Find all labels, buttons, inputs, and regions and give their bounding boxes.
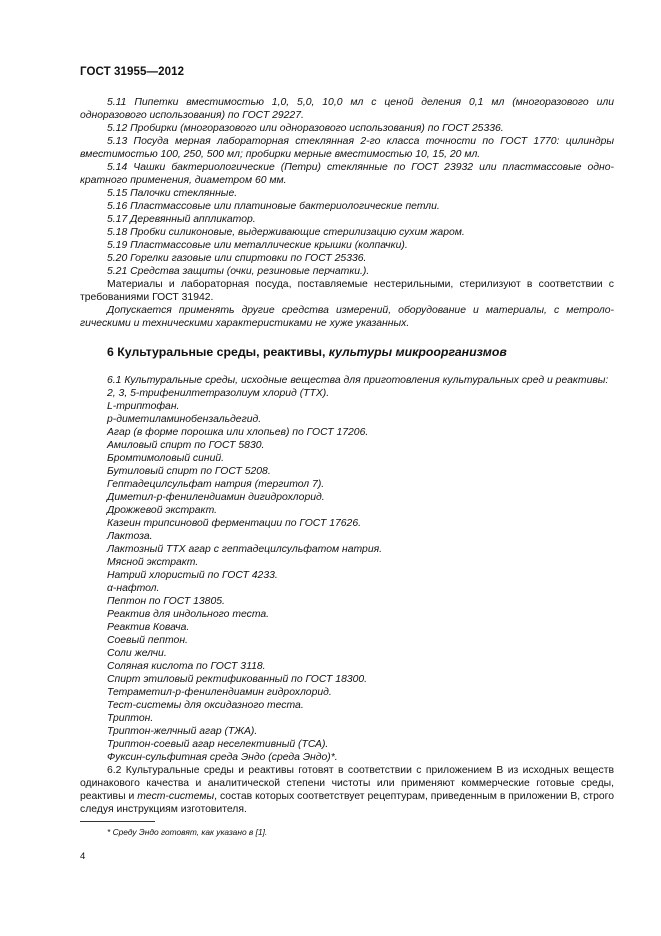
- page-number: 4: [80, 851, 86, 862]
- section-5-continuation: [80, 96, 614, 330]
- list-item: 2, 3, 5-трифенилтетразолиум хлорид (ТТХ).: [107, 388, 330, 399]
- list-item: Лактоза.: [107, 531, 153, 542]
- paragraph-5-16: 5.16 Пластмассовые или платиновые бактериологические петли.: [107, 201, 440, 212]
- paragraph-6-1: 6.1 Культуральные среды, исходные вещества для приготовления культуральных сред и реактивы:: [107, 375, 609, 386]
- section-6-heading-italic: культуры микроорганизмов: [328, 345, 507, 359]
- list-item: Диметил-р-фенилендиамин дигидрохлорид.: [107, 492, 325, 503]
- paragraph-5-14: 5.14 Чашки бактериологические (Петри) стеклянные по ГОСТ 23932 или пластмассовые однократного применения, диаметром 60 мм.: [80, 162, 614, 186]
- paragraph-5-17: 5.17 Деревянный аппликатор.: [107, 214, 256, 225]
- list-item: Спирт этиловый ректификованный по ГОСТ 18300.: [107, 674, 368, 685]
- list-item: Соевый пептон.: [107, 635, 188, 646]
- paragraph-5-20: 5.20 Горелки газовые или спиртовки по ГОСТ 25336.: [107, 253, 367, 264]
- list-item: L-триптофан.: [107, 401, 180, 412]
- list-item: Бутиловый спирт по ГОСТ 5208.: [107, 466, 271, 477]
- paragraph-5-13: 5.13 Посуда мерная лабораторная стеклянная 2-го класса точности по ГОСТ 1770: цилиндры вместимостью 100, 250, 500 мл; пробирки мерные вместимостью 10, 15, 20 мл.: [80, 136, 614, 160]
- paragraph-6-2: [80, 764, 614, 816]
- paragraph-5-18: 5.18 Пробки силиконовые, выдерживающие стерилизацию сухим жаром.: [107, 227, 465, 238]
- list-item: Гептадецилсульфат натрия (тергитол 7).: [107, 479, 325, 490]
- footnote-divider: [80, 821, 155, 822]
- section-6-heading: [107, 344, 614, 360]
- list-item: Амиловый спирт по ГОСТ 5830.: [107, 440, 265, 451]
- list-item: Фуксин-сульфитная среда Эндо (среда Эндо)*.: [107, 752, 338, 763]
- list-item: α-нафтол.: [107, 583, 160, 594]
- list-item: Натрий хлористый по ГОСТ 4233.: [107, 570, 278, 581]
- list-item: Реактив для индольного теста.: [107, 609, 270, 620]
- paragraph-5-15: 5.15 Палочки стеклянные.: [107, 188, 238, 199]
- paragraph-materials: Материалы и лабораторная посуда, поставляемые нестерильными, стерилизуют в соответствии с требованиями ГОСТ 31942.: [80, 279, 614, 303]
- list-item: Реактив Ковача.: [107, 622, 190, 633]
- paragraph-5-21: 5.21 Средства защиты (очки, резиновые перчатки.).: [107, 266, 370, 277]
- page-body: [80, 96, 614, 816]
- list-item: Пептон по ГОСТ 13805.: [107, 596, 225, 607]
- running-header: ГОСТ 31955—2012: [80, 66, 185, 78]
- section-6: [80, 374, 614, 816]
- list-item: Триптон-соевый агар неселективный (ТСА).: [107, 739, 329, 750]
- list-item: Агар (в форме порошка или хлопьев) по ГОСТ 17206.: [107, 427, 369, 438]
- list-item: Бромтимоловый синий.: [107, 453, 225, 464]
- list-item: Тест-системы для оксидазного теста.: [107, 700, 304, 711]
- list-item: Мясной экстракт.: [107, 557, 199, 568]
- paragraph-5-12: 5.12 Пробирки (многоразового или одноразового использования) по ГОСТ 25336.: [107, 123, 504, 134]
- paragraph-6-2-part-b: , состав которых соответствует рецептурам, приведенным в приложении В, строго следуя инструкциям изготовителя.: [80, 791, 614, 815]
- paragraph-5-11: 5.11 Пипетки вместимостью 1,0, 5,0, 10,0 мл с ценой деления 0,1 мл (многоразового или одноразового использования) по ГОСТ 29227.: [80, 97, 614, 121]
- reagent-list: [80, 387, 614, 764]
- list-item: р-диметиламинобензальдегид.: [107, 414, 262, 425]
- paragraph-5-19: 5.19 Пластмассовые или металлические крышки (колпачки).: [107, 240, 408, 251]
- footnote: * Среду Эндо готовят, как указано в [1].: [107, 827, 268, 837]
- list-item: Соляная кислота по ГОСТ 3118.: [107, 661, 266, 672]
- list-item: Триптон.: [107, 713, 154, 724]
- list-item: Соли желчи.: [107, 648, 167, 659]
- paragraph-6-2-italic: тест-системы: [137, 791, 215, 802]
- list-item: Дрожжевой экстракт.: [107, 505, 217, 516]
- list-item: Тетраметил-р-фенилендиамин гидрохлорид.: [107, 687, 332, 698]
- paragraph-6-2-part-a: 6.2 Культуральные среды и реактивы готовят в соответствии с приложением В из исходных веществ одинакового качества и аналитической степени чистоты или применяют коммерческие готовые среды, реактивы и: [80, 765, 614, 802]
- list-item: Триптон-желчный агар (ТЖА).: [107, 726, 258, 737]
- section-6-heading-plain: 6 Культуральные среды, реактивы,: [107, 345, 329, 359]
- paragraph-permit: Допускается применять другие средства измерений, оборудование и материалы, с метрологическими и техническими характеристиками не хуже указанных.: [80, 305, 614, 329]
- list-item: Казеин трипсиновой ферментации по ГОСТ 17626.: [107, 518, 361, 529]
- list-item: Лактозный ТТХ агар с гептадецилсульфатом натрия.: [107, 544, 383, 555]
